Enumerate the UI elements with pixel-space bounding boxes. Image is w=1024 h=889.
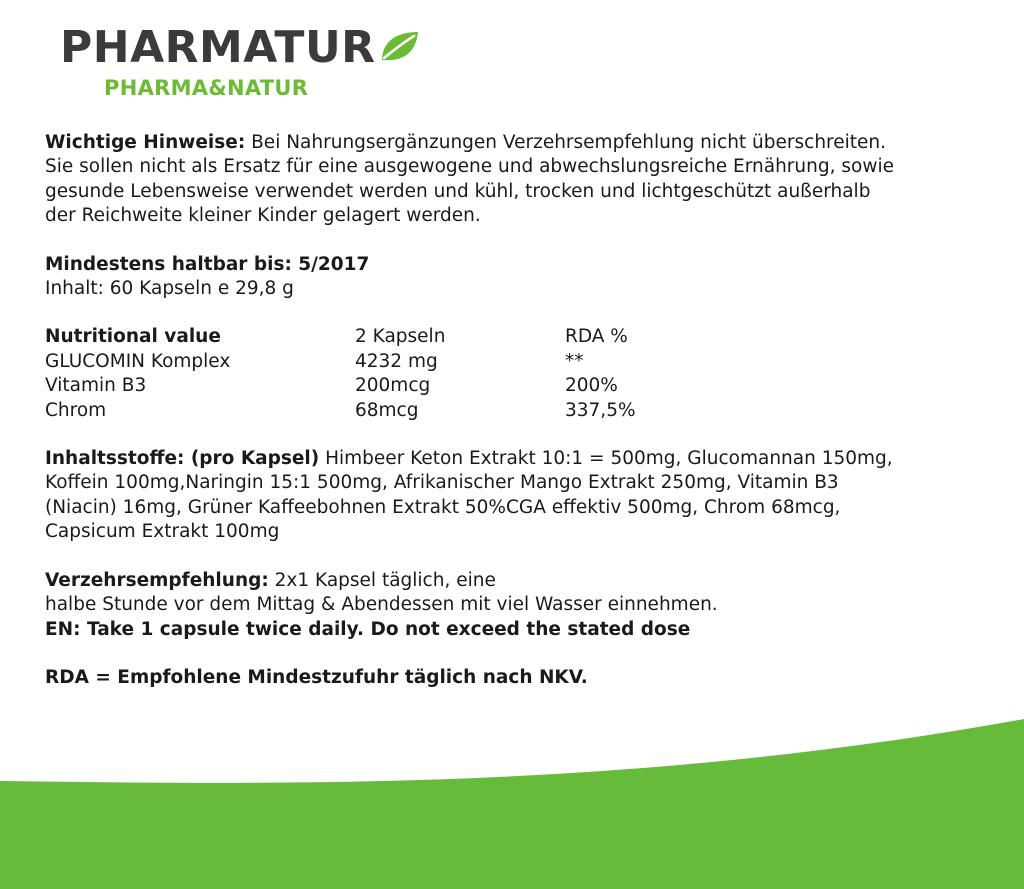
nutrition-header-cell: 2 Kapseln xyxy=(355,326,446,348)
dosage-en: EN: Take 1 capsule twice daily. Do not exceed the stated dose xyxy=(45,618,691,640)
shelf-section xyxy=(45,253,985,302)
notice-line: gesunde Lebensweise verwendet werden und kühl, trocken und lichtgeschützt außerhalb xyxy=(45,180,871,202)
ingredients-label: Inhaltsstoffe: (pro Kapsel) xyxy=(45,448,320,470)
dosage-section xyxy=(45,569,985,642)
nutrient-rda: 200% xyxy=(565,375,618,397)
label-text xyxy=(45,131,985,690)
nutrient-amount: 200mcg xyxy=(355,375,431,397)
nutrition-header xyxy=(45,325,985,349)
dosage-label: Verzehrsempfehlung: xyxy=(45,569,269,591)
ingredients-line: Koffein 100mg,Naringin 15:1 500mg, Afrikanischer Mango Extrakt 250mg, Vitamin B3 xyxy=(45,472,839,494)
notice-label: Wichtige Hinweise: xyxy=(45,132,246,153)
nutrient-amount: 4232 mg xyxy=(355,350,438,372)
table-row xyxy=(45,350,985,374)
brand-tagline: PHARMA&NATUR xyxy=(104,76,309,100)
ingredients-line: Himbeer Keton Extrakt 10:1 = 500mg, Glucomannan 150mg, xyxy=(319,448,893,470)
nutrition-header-cell: RDA % xyxy=(565,326,628,348)
contents: Inhalt: 60 Kapseln e 29,8 g xyxy=(45,278,294,300)
nutrition-header-cell: Nutritional value xyxy=(45,326,221,348)
notice-section xyxy=(45,131,985,229)
notice-line: Bei Nahrungsergänzungen Verzehrsempfehlung nicht überschreiten. xyxy=(245,132,887,153)
nutrient-rda: 337,5% xyxy=(565,399,636,421)
brand-name: PHARMATUR xyxy=(60,22,376,73)
table-row xyxy=(45,399,985,423)
nutrition-table xyxy=(45,325,985,423)
best-before: Mindestens haltbar bis: 5/2017 xyxy=(45,253,370,275)
dosage-line: 2x1 Kapsel täglich, eine xyxy=(268,569,496,591)
nutrient-name: Chrom xyxy=(45,399,107,421)
notice-line: der Reichweite kleiner Kinder gelagert werden. xyxy=(45,205,481,227)
dosage-line: halbe Stunde vor dem Mittag & Abendessen mit viel Wasser einnehmen. xyxy=(45,594,718,616)
nutrient-rda: ** xyxy=(565,350,584,372)
ingredients-section xyxy=(45,447,985,545)
leaf-icon xyxy=(378,30,420,64)
nutrient-amount: 68mcg xyxy=(355,399,419,421)
nutrient-name: Vitamin B3 xyxy=(45,375,147,397)
notice-line: Sie sollen nicht als Ersatz für eine ausgewogene und abwechslungsreiche Ernährung, sowie xyxy=(45,156,894,178)
green-wave-decoration xyxy=(0,689,1024,889)
ingredients-line: Capsicum Extrakt 100mg xyxy=(45,521,280,543)
nutrient-name: GLUCOMIN Komplex xyxy=(45,350,231,372)
ingredients-line: (Niacin) 16mg, Grüner Kaffeebohnen Extrakt 50%CGA effektiv 500mg, Chrom 68mcg, xyxy=(45,496,841,518)
brand-logo xyxy=(60,22,376,100)
rda-note: RDA = Empfohlene Mindestzufuhr täglich nach NKV. xyxy=(45,666,588,688)
table-row xyxy=(45,374,985,398)
